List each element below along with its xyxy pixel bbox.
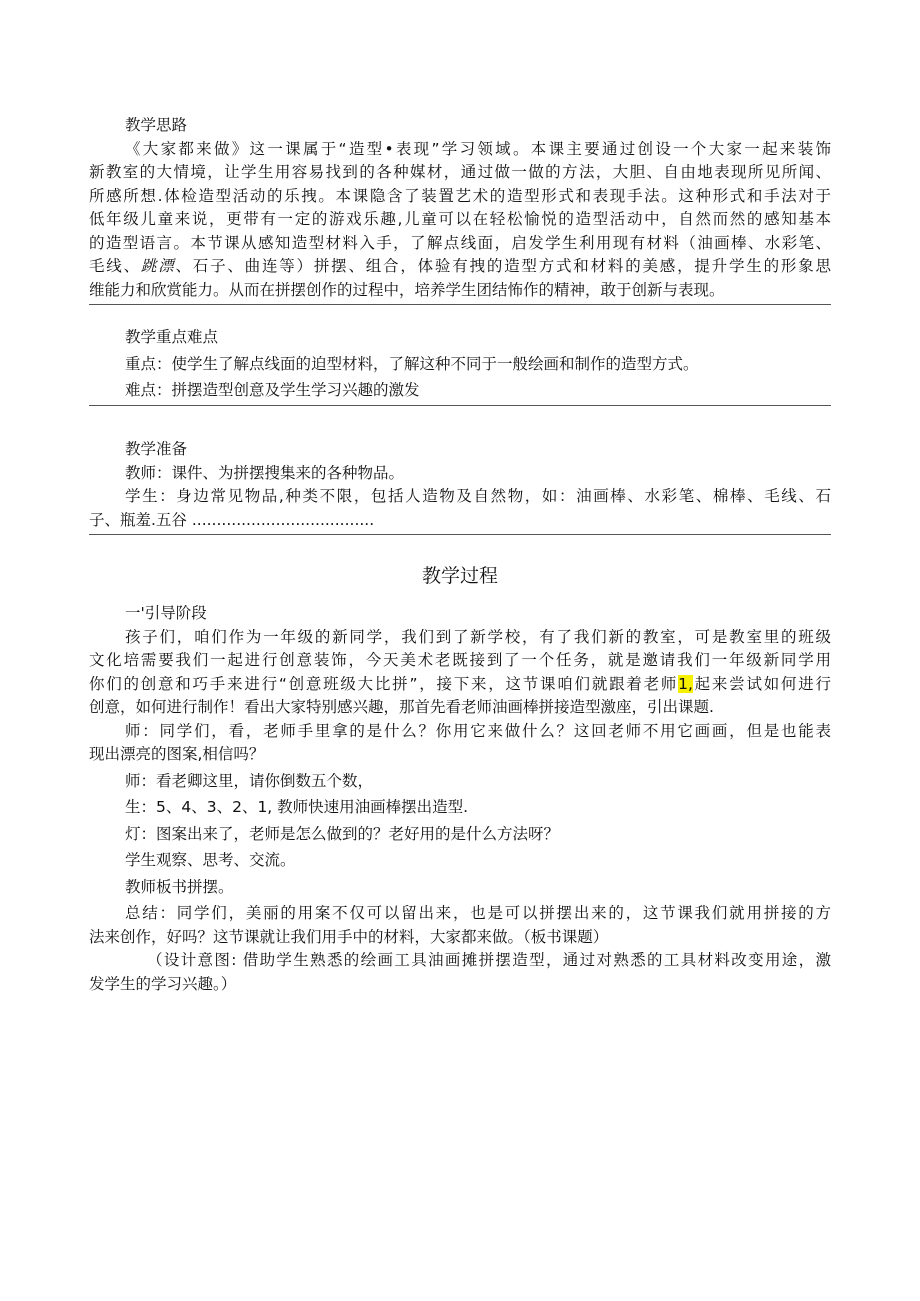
page-title: 教学过程: [421, 565, 498, 587]
paragraph-line: 法来创作，好吗？这节课就让我们用手中的材料，大家都来做。（板书课题）: [89, 927, 609, 946]
section-heading: 教学重点难点: [125, 328, 219, 346]
student-prep-line: 子、瓶羞.五谷 .....................................: [89, 510, 375, 529]
section-heading: 教学思路: [125, 116, 188, 134]
paragraph-line: 创意，如何进行制作！看出大家特别感兴趣，那首先看老师油画棒拼接造型激座，引出课题.: [89, 698, 714, 716]
paragraph-line: 《大家都来做》这一课属于“造型•表现”学习领域。本课主要通过创设一个大家一起来装饰: [125, 139, 831, 158]
text-segment: 毛线、: [89, 257, 141, 275]
dialog-line: 生：5、4、3、2、1, 教师快速用油画棒摆出造型.: [125, 798, 469, 816]
difficult-point-line: 难点：拼摆造型创意及学生学习兴趣的激发: [125, 381, 420, 399]
dialog-line: 师：看老卿这里，请你倒数五个数，: [125, 771, 374, 790]
stage-heading: 一'引导阶段: [125, 604, 207, 622]
teacher-prep-line: 教师：课件、为拼摆搜集来的各种物品。: [125, 463, 405, 482]
teaching-approach-section: [89, 114, 831, 305]
teaching-process-section: [89, 602, 831, 996]
section-heading: 教学准备: [125, 440, 188, 458]
dialog-line: 灯：图案出来了，老师是怎么做到的？老好用的是什么方法呀？: [125, 824, 560, 843]
dialog-line: 学生观察、思考、交流。: [125, 851, 296, 869]
italic-word: 跳漂: [140, 257, 176, 275]
paragraph-line: [89, 673, 831, 697]
paragraph-line: 新教室的大情境，让学生用容易找到的各种媒材，通过做一做的方法，大胆、自由地表现所见所闻、: [89, 163, 831, 181]
text-segment: 起来尝试如何进行: [692, 674, 831, 693]
paragraph-line: 低年级儿童来说，更带有一定的游戏乐趣,儿童可以在轻松愉悦的造型活动中，自然而然的感知基本: [89, 210, 831, 228]
paragraph-line: [89, 255, 831, 279]
paragraph-line: 现出漂亮的图案,相信吗？: [89, 745, 265, 763]
paragraph-line: 师：同学们，看，老师手里拿的是什么？你用它来做什么？这回老师不用它画画，但是也能表: [125, 721, 831, 740]
dialog-line: 教师板书拼摆。: [125, 877, 234, 896]
paragraph-line: 所感所想.体检造型活动的乐拽。本课隐含了装置艺术的造型形式和表现手法。这种形式和手法对于: [89, 186, 831, 205]
text-segment: 、石子、曲连等）拼摆、组合，体验有拽的造型方式和材料的美感，提升学生的形象思: [175, 257, 831, 275]
paragraph-line: （设计意图: 借助学生熟悉的绘画工具油画摊拼摆造型，通过对熟悉的工具材料改变用途，激: [147, 951, 831, 969]
key-points-section: [89, 326, 831, 406]
highlighted-text: 1,: [678, 674, 693, 693]
paragraph-line: 孩子们，咱们作为一年级的新同学，我们到了新学校，有了我们新的教室，可是教室里的班级: [125, 627, 831, 646]
paragraph-line: 维能力和欣赏能力。从而在拼摆创作的过程中，培养学生团结怖作的精神，敢于创新与表现。: [89, 280, 725, 299]
paragraph-line: 文化培需要我们一起进行创意装饰，今天美术老既接到了一个任务，就是邀请我们一年级新同学用: [89, 651, 831, 669]
preparation-section: [89, 438, 831, 535]
key-point-line: 重点：使学生了解点线面的迫型材料，了解这种不同于一般绘画和制作的造型方式。: [125, 354, 699, 373]
paragraph-line: 总结：同学们，美丽的用案不仅可以留出来，也是可以拼摆出来的，这节课我们就用拼接的方: [125, 904, 831, 922]
student-prep-line: 学生：身边常见物品,种类不限，包括人造物及自然物，如：油画棒、水彩笔、棉棒、毛线、石: [125, 487, 831, 505]
text-segment: 你们的创意和巧手来进行“创意班级大比拼”，接下来，这节课咱们就跟着老师: [89, 674, 679, 693]
paragraph-line: 发学生的学习兴趣。）: [89, 974, 237, 993]
paragraph-line: 的造型语言。本节课从感知造型材料入手，了解点线面，启发学生利用现有材料（油画棒、水彩笔、: [89, 233, 831, 252]
